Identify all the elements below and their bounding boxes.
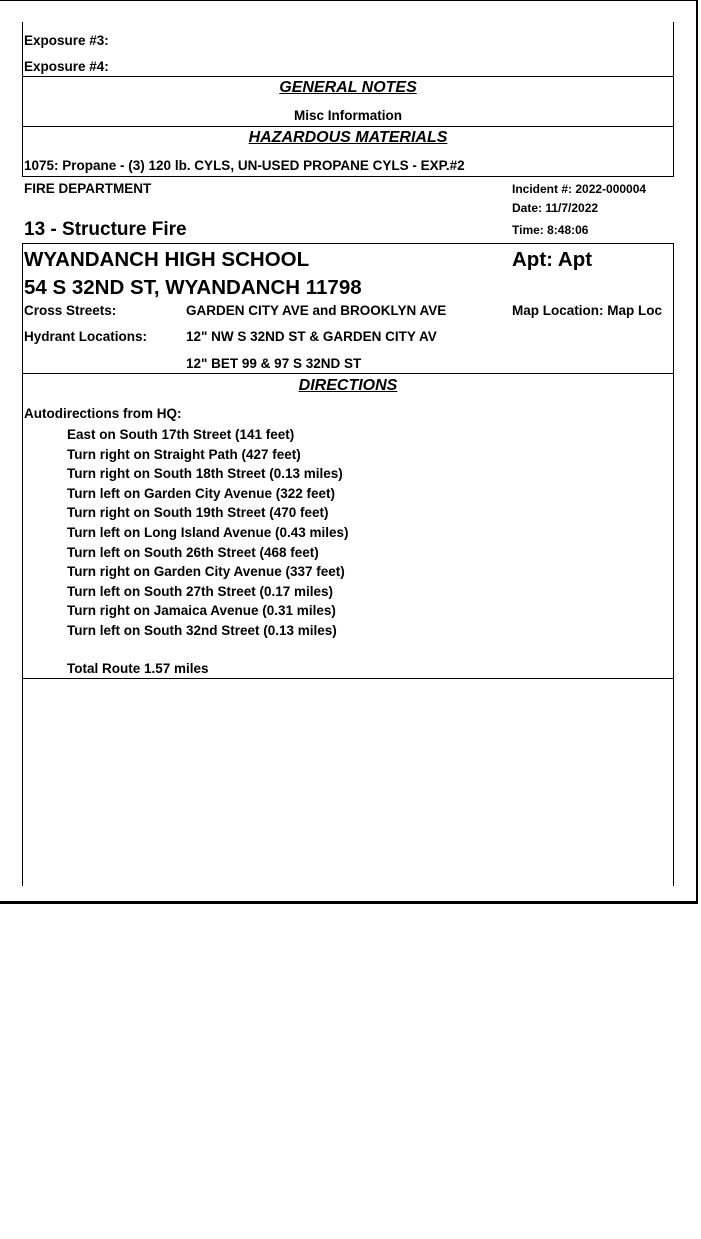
hydrant-location-2: 12" BET 99 & 97 S 32ND ST: [186, 356, 362, 371]
hazmat-text: 1075: Propane - (3) 120 lb. CYLS, UN-USED PROPANE CYLS - EXP.#2: [24, 158, 465, 173]
direction-step: East on South 17th Street (141 feet): [67, 427, 295, 442]
exposure-3-label: Exposure #3:: [24, 33, 109, 48]
incident-time: Time: 8:48:06: [512, 223, 589, 237]
exposure-4-label: Exposure #4:: [24, 59, 109, 74]
direction-step: Turn right on Jamaica Avenue (0.31 miles): [67, 603, 336, 619]
apartment-field: Apt: Apt: [512, 248, 593, 271]
rule-directions-top: [22, 373, 674, 374]
rule-hazmat-bottom: [22, 176, 674, 177]
right-border-top: [673, 22, 674, 177]
cross-streets-value: GARDEN CITY AVE and BROOKLYN AVE: [186, 303, 447, 318]
direction-step: Turn right on South 19th Street (470 feet): [67, 505, 329, 521]
direction-step: Turn left on Garden City Avenue (322 feet): [67, 485, 336, 501]
total-route: Total Route 1.57 miles: [67, 661, 209, 676]
general-notes-text: Misc Information: [293, 108, 402, 123]
direction-step: Turn left on South 32nd Street (0.13 miles): [67, 622, 337, 638]
left-border-main: [22, 243, 23, 886]
direction-step: Turn right on Straight Path (427 feet): [67, 446, 301, 462]
direction-step: Turn left on South 27th Street (0.17 miles): [67, 583, 334, 599]
rule-location-top: [22, 243, 674, 244]
direction-step: Turn right on Garden City Avenue (337 feet): [67, 564, 345, 580]
rule-general-notes-bottom: [22, 126, 674, 127]
map-location: Map Location: Map Loc: [512, 303, 662, 318]
department-label: FIRE DEPARTMENT: [24, 181, 152, 196]
left-border-top: [22, 22, 23, 177]
rule-directions-bottom: [22, 678, 674, 679]
hazmat-title: HAZARDOUS MATERIALS: [248, 129, 448, 146]
directions-intro: Autodirections from HQ:: [24, 406, 182, 421]
rule-general-notes-top: [22, 76, 674, 77]
direction-step: Turn left on South 26th Street (468 feet): [67, 544, 319, 560]
direction-step: Turn left on Long Island Avenue (0.43 miles): [67, 524, 349, 540]
direction-step: Turn right on South 18th Street (0.13 miles): [67, 466, 343, 482]
location-name: WYANDANCH HIGH SCHOOL: [24, 248, 310, 271]
incident-date: Date: 11/7/2022: [512, 201, 599, 215]
location-address: 54 S 32ND ST, WYANDANCH 11798: [24, 276, 362, 299]
incident-number: Incident #: 2022-000004: [512, 182, 647, 196]
hydrant-location-1: 12" NW S 32ND ST & GARDEN CITY AV: [186, 329, 437, 344]
right-border-main: [673, 243, 674, 886]
directions-title: DIRECTIONS: [298, 377, 398, 394]
call-type: 13 - Structure Fire: [24, 219, 187, 240]
cross-streets-label: Cross Streets:: [24, 303, 117, 318]
general-notes-title: GENERAL NOTES: [279, 79, 417, 96]
directions-steps-list: [67, 425, 349, 641]
hydrant-locations-label: Hydrant Locations:: [24, 329, 148, 344]
